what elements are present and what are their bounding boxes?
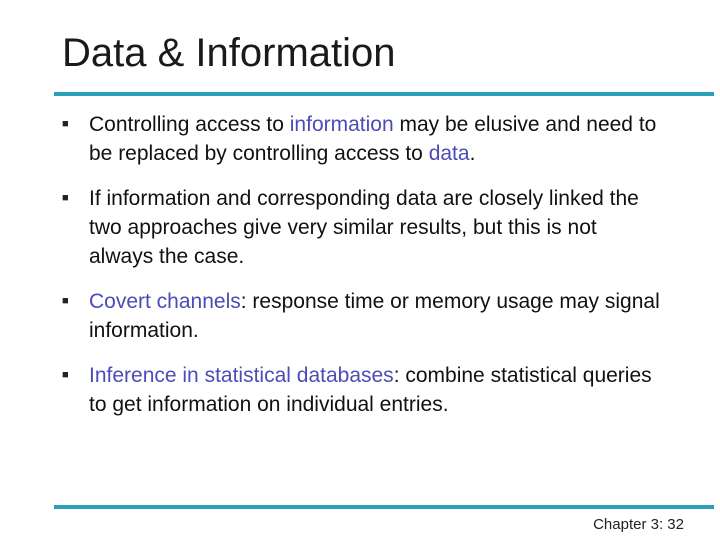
square-bullet-icon: ■ bbox=[62, 192, 69, 204]
bullet-item bbox=[62, 287, 662, 345]
bullet-text-part: : response time or memory usage may signal information. bbox=[89, 290, 660, 342]
bullet-list bbox=[62, 110, 662, 435]
page-number: Chapter 3: 32 bbox=[593, 516, 684, 533]
square-bullet-icon: ■ bbox=[62, 369, 69, 381]
bullet-text-part: . bbox=[469, 142, 476, 165]
slide-title: Data & Information bbox=[62, 31, 396, 75]
bullet-item bbox=[62, 361, 662, 419]
bullet-text-part: Controlling access to bbox=[89, 113, 290, 136]
bullet-text-part: If information and corresponding data are closely linked the two approaches give very similar results, but this is not always the case. bbox=[89, 187, 639, 268]
bullet-highlight: data bbox=[428, 142, 470, 165]
square-bullet-icon: ■ bbox=[62, 118, 69, 130]
bullet-highlight: Inference in statistical databases bbox=[89, 364, 394, 387]
title-divider bbox=[54, 92, 714, 96]
bullet-highlight: information bbox=[289, 113, 394, 136]
bullet-item bbox=[62, 184, 662, 271]
bullet-highlight: Covert channels bbox=[89, 290, 241, 313]
bullet-text-part: : combine statistical queries to get information on individual entries. bbox=[89, 364, 652, 416]
footer-divider bbox=[54, 505, 714, 509]
bullet-text-part: may be elusive and need to be replaced by controlling access to bbox=[89, 113, 657, 165]
bullet-item bbox=[62, 110, 662, 168]
square-bullet-icon: ■ bbox=[62, 295, 69, 307]
